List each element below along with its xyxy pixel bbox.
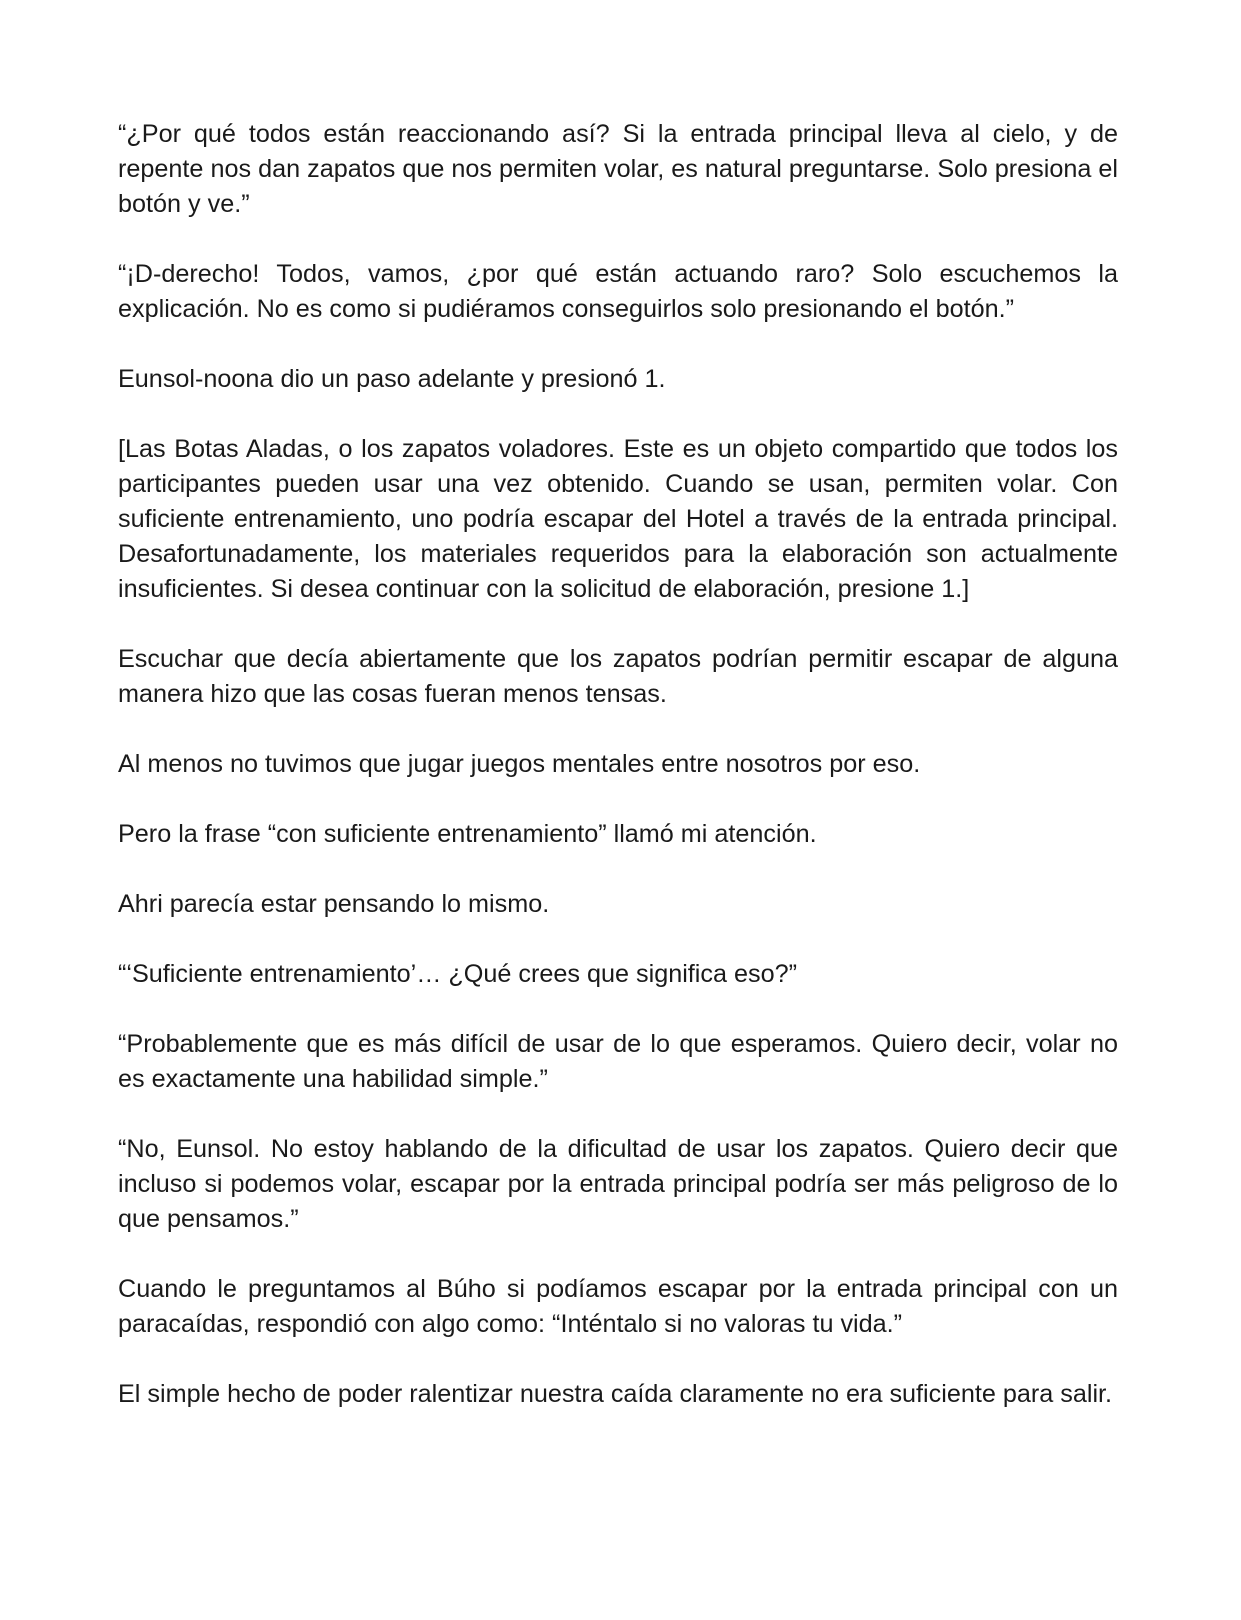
paragraph-11: “No, Eunsol. No estoy hablando de la dificultad de usar los zapatos. Quiero decir que incluso si podemos volar, escapar por la entrada principal podría ser más peligroso de lo que pensamos.” — [118, 1135, 1118, 1233]
paragraph-6: Al menos no tuvimos que jugar juegos mentales entre nosotros por eso. — [118, 750, 921, 778]
paragraph-1: “¿Por qué todos están reaccionando así? Si la entrada principal lleva al cielo, y de repente nos dan zapatos que nos permiten volar, es natural preguntarse. Solo presiona el botón y ve.” — [118, 120, 1118, 218]
paragraph-4: [Las Botas Aladas, o los zapatos voladores. Este es un objeto compartido que todos los participantes pueden usar una vez obtenido. Cuando se usan, permiten volar. Con suficiente entrenamiento, uno podría escapar del Hotel a través de la entrada principal. Desafortunadamente, los materiales requeridos para la elaboración son actualmente insuficientes. Si desea continuar con la solicitud de elaboración, presione 1.] — [118, 435, 1118, 603]
document-body — [118, 117, 1118, 1412]
paragraph-9: “‘Suficiente entrenamiento’… ¿Qué crees que significa eso?” — [118, 960, 798, 988]
paragraph-3: Eunsol-noona dio un paso adelante y presionó 1. — [118, 365, 666, 393]
paragraph-2: “¡D-derecho! Todos, vamos, ¿por qué están actuando raro? Solo escuchemos la explicación. No es como si pudiéramos conseguirlos solo presionando el botón.” — [118, 260, 1118, 323]
paragraph-7: Pero la frase “con suficiente entrenamiento” llamó mi atención. — [118, 820, 817, 848]
paragraph-12: Cuando le preguntamos al Búho si podíamos escapar por la entrada principal con un paracaídas, respondió con algo como: “Inténtalo si no valoras tu vida.” — [118, 1275, 1118, 1338]
paragraph-5: Escuchar que decía abiertamente que los zapatos podrían permitir escapar de alguna manera hizo que las cosas fueran menos tensas. — [118, 645, 1118, 708]
paragraph-10: “Probablemente que es más difícil de usar de lo que esperamos. Quiero decir, volar no es exactamente una habilidad simple.” — [118, 1030, 1118, 1093]
paragraph-13: El simple hecho de poder ralentizar nuestra caída claramente no era suficiente para salir. — [118, 1380, 1113, 1408]
paragraph-8: Ahri parecía estar pensando lo mismo. — [118, 890, 550, 918]
